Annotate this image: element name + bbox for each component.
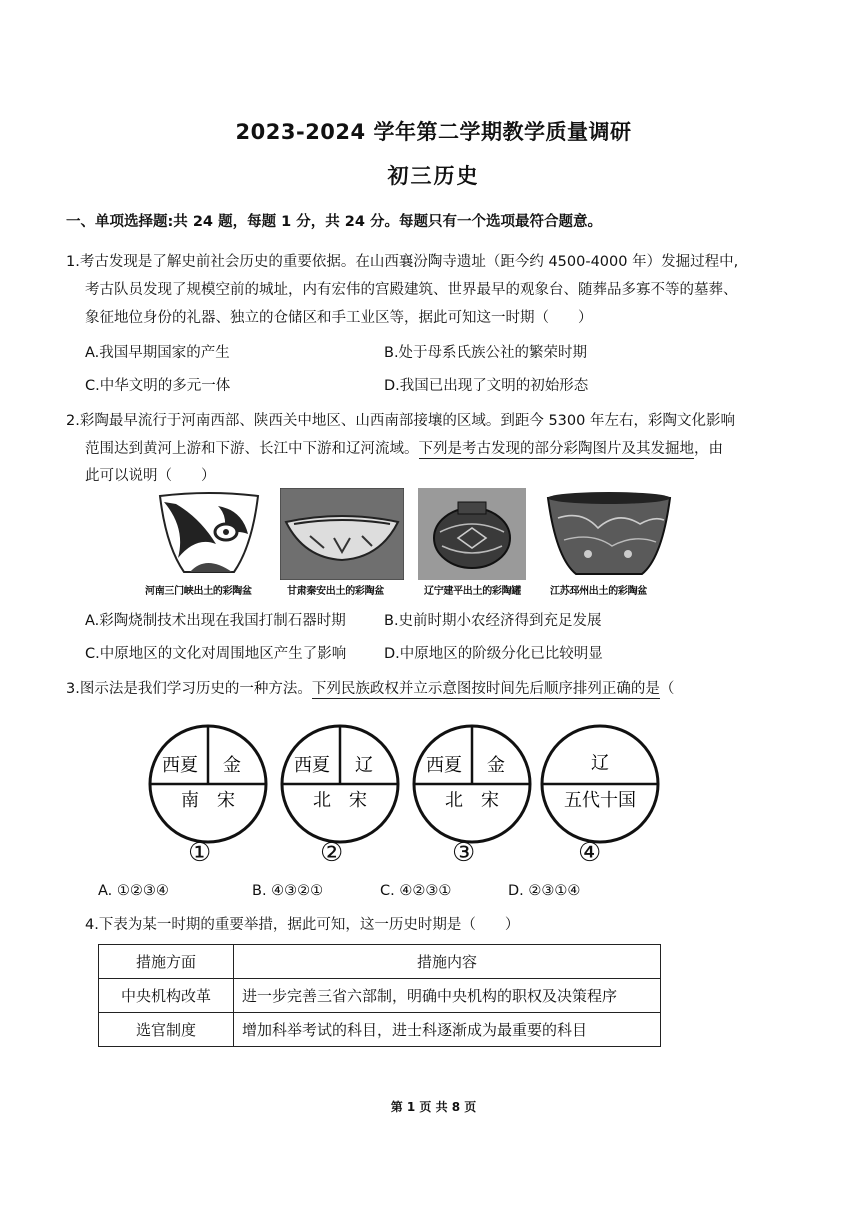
q3-line-1-end: （ xyxy=(659,681,675,697)
q2-line-2-text: 范围达到黄河上游和下游、长江中下游和辽河流域。 xyxy=(85,441,419,457)
regime-diagram-4 xyxy=(538,722,662,846)
diagram-1-left: 西夏 xyxy=(162,755,198,776)
q3-option-a: A. ①②③④ xyxy=(98,883,169,899)
diagram-4-bottom: 五代十国 xyxy=(564,790,636,811)
q2-underlined-text: 下列是考古发现的部分彩陶图片及其发掘地 xyxy=(418,441,694,457)
pottery-pot-icon xyxy=(542,488,676,580)
table-cell: 选官制度 xyxy=(99,1013,234,1047)
pottery-caption-4: 江苏邳州出土的彩陶盆 xyxy=(550,586,647,597)
diagram-2-bottom: 北 宋 xyxy=(313,790,367,811)
table-cell: 增加科举考试的科目，进士科逐渐成为最重要的科目 xyxy=(234,1013,661,1047)
diagram-1-right: 金 xyxy=(223,755,241,776)
table-row xyxy=(99,979,661,1013)
pottery-caption-2: 甘肃秦安出土的彩陶盆 xyxy=(287,586,384,597)
table-header-aspect: 措施方面 xyxy=(99,945,234,979)
page-number: 第 1 页 共 8 页 xyxy=(390,1100,477,1114)
q1-line-2: 考古队员发现了规模空前的城址，内有宏伟的宫殿建筑、世界最早的观象台、随葬品多寡不等的墓葬、 xyxy=(85,282,738,298)
q2-option-b: B.史前时期小农经济得到充足发展 xyxy=(384,613,602,629)
q3-line-1-text: 3.图示法是我们学习历史的一种方法。 xyxy=(66,681,312,697)
q3-option-c: C. ④②③① xyxy=(380,883,452,899)
q4-line-1: 4.下表为某一时期的重要举措，据此可知，这一历史时期是（ ） xyxy=(85,917,520,933)
diagram-4-number: ④ xyxy=(578,838,602,868)
measures-table xyxy=(98,944,661,1047)
pottery-caption-3: 辽宁建平出土的彩陶罐 xyxy=(424,586,521,597)
diagram-3-number: ③ xyxy=(452,838,476,868)
q2-line-2-end: ，由 xyxy=(694,441,723,457)
diagram-4-top: 辽 xyxy=(591,753,609,774)
diagram-2-right: 辽 xyxy=(355,755,373,776)
table-row xyxy=(99,1013,661,1047)
regime-diagram-2 xyxy=(278,722,402,846)
q2-option-d: D.中原地区的阶级分化已比较明显 xyxy=(384,646,603,662)
q3-option-b: B. ④③②① xyxy=(252,883,324,899)
q1-option-a: A.我国早期国家的产生 xyxy=(85,345,230,361)
q2-line-2 xyxy=(85,439,723,459)
q2-option-c: C.中原地区的文化对周围地区产生了影响 xyxy=(85,646,347,662)
table-cell: 进一步完善三省六部制，明确中央机构的职权及决策程序 xyxy=(234,979,661,1013)
pottery-jar-icon xyxy=(418,488,526,580)
pottery-basin-icon xyxy=(280,488,404,580)
pottery-bowl-icon xyxy=(156,488,262,580)
diagram-3-bottom: 北 宋 xyxy=(445,790,499,811)
diagram-1-number: ① xyxy=(188,838,212,868)
q2-line-1: 2.彩陶最早流行于河南西部、陕西关中地区、山西南部接壤的区域。到距今 5300 年左右，彩陶文化影响 xyxy=(66,413,735,429)
exam-subject: 初三历史 xyxy=(387,164,480,188)
q1-line-1: 1.考古发现是了解史前社会历史的重要依据。在山西襄汾陶寺遗址（距今约 4500-4000 年）发掘过程中, xyxy=(66,254,739,270)
section-heading: 一、单项选择题:共 24 题，每题 1 分，共 24 分。每题只有一个选项最符合题意。 xyxy=(66,214,603,230)
diagram-1-bottom: 南 宋 xyxy=(181,790,235,811)
q1-line-3: 象征地位身份的礼器、独立的仓储区和手工业区等，据此可知这一时期（ ） xyxy=(85,310,593,326)
regime-diagram-1 xyxy=(146,722,270,846)
regime-diagram-3 xyxy=(410,722,534,846)
q2-line-3: 此可以说明（ ） xyxy=(85,468,216,484)
q1-option-d: D.我国已出现了文明的初始形态 xyxy=(384,378,589,394)
q3-underlined-text: 下列民族政权并立示意图按时间先后顺序排列正确的是 xyxy=(311,681,660,697)
q1-option-b: B.处于母系氏族公社的繁荣时期 xyxy=(384,345,588,361)
table-header-content: 措施内容 xyxy=(234,945,661,979)
pottery-caption-1: 河南三门峡出土的彩陶盆 xyxy=(145,586,252,597)
table-cell: 中央机构改革 xyxy=(99,979,234,1013)
exam-title: 2023-2024 学年第二学期教学质量调研 xyxy=(235,120,632,144)
q2-option-a: A.彩陶烧制技术出现在我国打制石器时期 xyxy=(85,613,346,629)
table-header-row xyxy=(99,945,661,979)
q1-option-c: C.中华文明的多元一体 xyxy=(85,378,231,394)
diagram-2-left: 西夏 xyxy=(294,755,330,776)
diagram-3-left: 西夏 xyxy=(426,755,462,776)
q3-line-1 xyxy=(66,679,674,699)
q3-option-d: D. ②③①④ xyxy=(508,883,581,899)
diagram-3-right: 金 xyxy=(487,755,505,776)
diagram-2-number: ② xyxy=(320,838,344,868)
